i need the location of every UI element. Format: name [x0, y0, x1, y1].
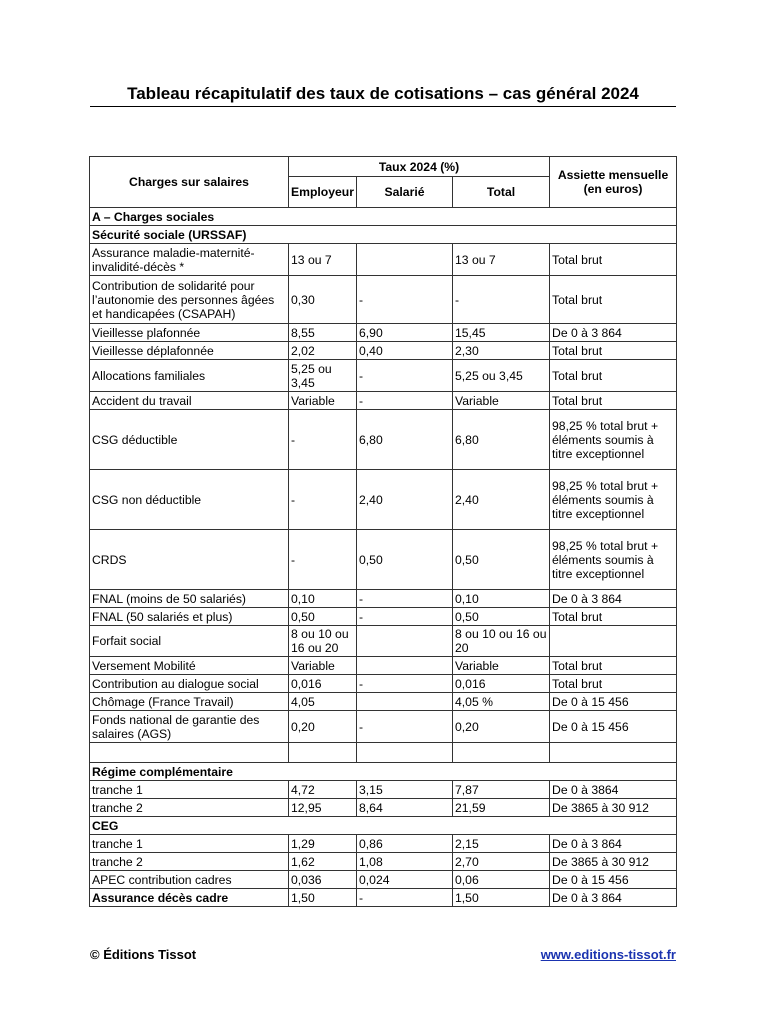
contributions-table [89, 156, 677, 907]
cell-employeur: 4,72 [289, 781, 357, 799]
cell-employeur: 8,55 [289, 324, 357, 342]
section-securite-sociale: Sécurité sociale (URSSAF) [90, 226, 677, 244]
cell-label: FNAL (moins de 50 salariés) [90, 590, 289, 608]
header-charges: Charges sur salaires [90, 157, 289, 208]
cell-assiette: Total brut [550, 342, 677, 360]
cell-assiette: De 0 à 3864 [550, 781, 677, 799]
cell-label: CSG non déductible [90, 470, 289, 530]
cell-salarie: - [357, 608, 453, 626]
cell-assiette: De 3865 à 30 912 [550, 853, 677, 871]
cell-salarie: - [357, 392, 453, 410]
cell-label: Vieillesse plafonnée [90, 324, 289, 342]
cell-assiette: Total brut [550, 276, 677, 324]
table-row [90, 470, 677, 530]
cell-salarie: - [357, 675, 453, 693]
table-row [90, 590, 677, 608]
cell-salarie [357, 244, 453, 276]
table-row [90, 781, 677, 799]
cell-employeur: 13 ou 7 [289, 244, 357, 276]
cell-employeur: 0,016 [289, 675, 357, 693]
footer-website-link[interactable]: www.editions-tissot.fr [540, 947, 676, 962]
header-total: Total [453, 177, 550, 208]
cell-assiette: Total brut [550, 608, 677, 626]
table-row [90, 711, 677, 743]
table-row [90, 871, 677, 889]
table-row [90, 360, 677, 392]
section-charges-sociales: A – Charges sociales [90, 208, 677, 226]
table-row [90, 324, 677, 342]
table-row [90, 276, 677, 324]
cell-salarie: 6,90 [357, 324, 453, 342]
table-row [90, 244, 677, 276]
cell-salarie: 2,40 [357, 470, 453, 530]
cell-assiette: De 0 à 15 456 [550, 711, 677, 743]
table-row [90, 889, 677, 907]
title-underline [90, 106, 676, 107]
cell-label: Accident du travail [90, 392, 289, 410]
cell-employeur: 4,05 [289, 693, 357, 711]
cell-label: Chômage (France Travail) [90, 693, 289, 711]
cell-salarie: - [357, 276, 453, 324]
cell-salarie: - [357, 360, 453, 392]
cell-assiette: Total brut [550, 675, 677, 693]
cell-employeur: 5,25 ou 3,45 [289, 360, 357, 392]
cell-total: - [453, 276, 550, 324]
cell-assiette: 98,25 % total brut + éléments soumis à titre exceptionnel [550, 530, 677, 590]
cell-employeur: - [289, 530, 357, 590]
cell-assiette: De 0 à 3 864 [550, 889, 677, 907]
table-row [90, 626, 677, 657]
cell-label: Contribution au dialogue social [90, 675, 289, 693]
cell-salarie: 1,08 [357, 853, 453, 871]
cell-salarie: 0,40 [357, 342, 453, 360]
cell-label: Versement Mobilité [90, 657, 289, 675]
cell-assiette: De 0 à 3 864 [550, 324, 677, 342]
cell-label: FNAL (50 salariés et plus) [90, 608, 289, 626]
cell-assiette: 98,25 % total brut + éléments soumis à titre exceptionnel [550, 470, 677, 530]
table-row [90, 835, 677, 853]
cell-assiette: De 0 à 3 864 [550, 835, 677, 853]
header-taux-group: Taux 2024 (%) [289, 157, 550, 177]
cell-label: Assurance décès cadre [90, 889, 289, 907]
cell-assiette [550, 626, 677, 657]
table-row [90, 608, 677, 626]
cell-total: 0,016 [453, 675, 550, 693]
cell-total: 0,10 [453, 590, 550, 608]
cell-label: Fonds national de garantie des salaires (AGS) [90, 711, 289, 743]
cell-total: 2,30 [453, 342, 550, 360]
cell-assiette: 98,25 % total brut + éléments soumis à titre exceptionnel [550, 410, 677, 470]
table-row [90, 657, 677, 675]
page-title: Tableau récapitulatif des taux de cotisations – cas général 2024 [127, 84, 639, 103]
cell-total: 1,50 [453, 889, 550, 907]
cell-salarie [357, 626, 453, 657]
cell-total: Variable [453, 657, 550, 675]
cell-total: 0,20 [453, 711, 550, 743]
table-row [90, 693, 677, 711]
cell-label: Allocations familiales [90, 360, 289, 392]
cell-salarie: 3,15 [357, 781, 453, 799]
cell-total: 0,06 [453, 871, 550, 889]
cell-employeur: 0,10 [289, 590, 357, 608]
cell-employeur: 1,29 [289, 835, 357, 853]
table-row [90, 410, 677, 470]
blank-row-cell [550, 743, 677, 763]
cell-employeur: Variable [289, 392, 357, 410]
cell-total: 4,05 % [453, 693, 550, 711]
cell-label: Assurance maladie-maternité-invalidité-décès * [90, 244, 289, 276]
cell-assiette: De 3865 à 30 912 [550, 799, 677, 817]
table-row [90, 530, 677, 590]
cell-total: 2,40 [453, 470, 550, 530]
cell-employeur: 0,30 [289, 276, 357, 324]
blank-row-cell [90, 743, 289, 763]
cell-assiette: Total brut [550, 657, 677, 675]
cell-label: Contribution de solidarité pour l’autonomie des personnes âgées et handicapées (CSAPAH) [90, 276, 289, 324]
cell-salarie [357, 693, 453, 711]
cell-total: 2,70 [453, 853, 550, 871]
header-salarie: Salarié [357, 177, 453, 208]
cell-assiette: De 0 à 3 864 [550, 590, 677, 608]
cell-salarie: 6,80 [357, 410, 453, 470]
cell-employeur: 0,50 [289, 608, 357, 626]
cell-assiette: De 0 à 15 456 [550, 693, 677, 711]
cell-salarie: - [357, 711, 453, 743]
section-regime-complementaire: Régime complémentaire [90, 763, 677, 781]
table-row [90, 799, 677, 817]
cell-salarie: - [357, 889, 453, 907]
cell-total: 7,87 [453, 781, 550, 799]
cell-label: CRDS [90, 530, 289, 590]
table-row [90, 853, 677, 871]
cell-label: tranche 2 [90, 853, 289, 871]
cell-employeur: 0,20 [289, 711, 357, 743]
table-row [90, 392, 677, 410]
table-row [90, 342, 677, 360]
section-ceg: CEG [90, 817, 677, 835]
cell-total: 0,50 [453, 608, 550, 626]
cell-total: 21,59 [453, 799, 550, 817]
cell-assiette: Total brut [550, 392, 677, 410]
cell-employeur: Variable [289, 657, 357, 675]
cell-label: APEC contribution cadres [90, 871, 289, 889]
cell-employeur: 1,62 [289, 853, 357, 871]
cell-salarie: - [357, 590, 453, 608]
table-row [90, 675, 677, 693]
blank-row-cell [357, 743, 453, 763]
cell-total: 6,80 [453, 410, 550, 470]
footer-copyright: © Éditions Tissot [90, 947, 197, 962]
blank-row-cell [289, 743, 357, 763]
cell-total: 8 ou 10 ou 16 ou 20 [453, 626, 550, 657]
cell-employeur: - [289, 410, 357, 470]
cell-total: 15,45 [453, 324, 550, 342]
cell-label: CSG déductible [90, 410, 289, 470]
cell-salarie: 0,024 [357, 871, 453, 889]
cell-salarie [357, 657, 453, 675]
cell-employeur: 8 ou 10 ou 16 ou 20 [289, 626, 357, 657]
cell-employeur: 1,50 [289, 889, 357, 907]
cell-total: 0,50 [453, 530, 550, 590]
cell-label: Forfait social [90, 626, 289, 657]
cell-label: tranche 1 [90, 781, 289, 799]
header-assiette: Assiette mensuelle (en euros) [550, 157, 677, 208]
cell-employeur: - [289, 470, 357, 530]
cell-employeur: 12,95 [289, 799, 357, 817]
blank-row-cell [453, 743, 550, 763]
cell-total: Variable [453, 392, 550, 410]
cell-total: 13 ou 7 [453, 244, 550, 276]
cell-assiette: Total brut [550, 244, 677, 276]
cell-salarie: 8,64 [357, 799, 453, 817]
cell-total: 5,25 ou 3,45 [453, 360, 550, 392]
cell-label: Vieillesse déplafonnée [90, 342, 289, 360]
cell-employeur: 0,036 [289, 871, 357, 889]
cell-salarie: 0,86 [357, 835, 453, 853]
header-employeur: Employeur [289, 177, 357, 208]
cell-label: tranche 2 [90, 799, 289, 817]
cell-assiette: Total brut [550, 360, 677, 392]
cell-label: tranche 1 [90, 835, 289, 853]
cell-employeur: 2,02 [289, 342, 357, 360]
cell-total: 2,15 [453, 835, 550, 853]
cell-salarie: 0,50 [357, 530, 453, 590]
cell-assiette: De 0 à 15 456 [550, 871, 677, 889]
